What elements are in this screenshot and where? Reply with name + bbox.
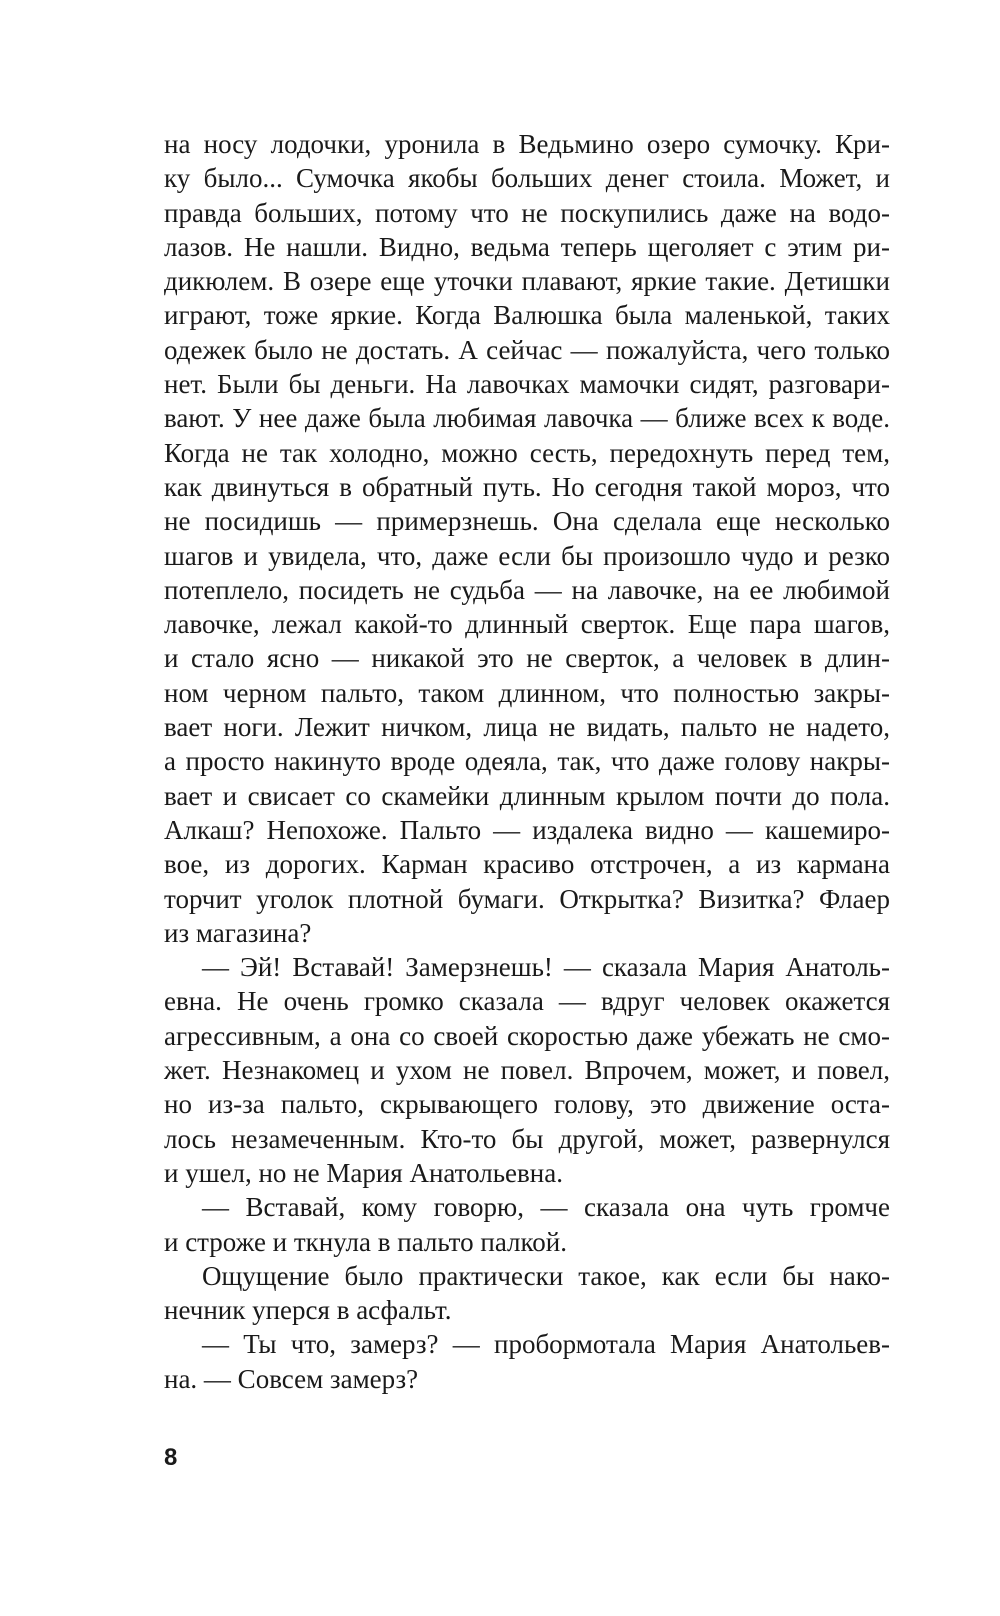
text-line: — Вставай, кому говорю, — сказала она чуть громче <box>202 1192 890 1223</box>
text-line: играют, тоже яркие. Когда Валюшка была маленькой, таких <box>164 300 890 331</box>
text-line: вает ноги. Лежит ничком, лица не видать, пальто не надето, <box>164 712 890 743</box>
text-line: нет. Были бы деньги. На лавочках мамочки сидят, разговари- <box>164 369 890 400</box>
text-line: вают. У нее даже была любимая лавочка — ближе всех к воде. <box>164 403 890 434</box>
text-line: вает и свисает со скамейки длинным крылом почти до пола. <box>164 780 890 811</box>
text-line: и стало ясно — никакой это не сверток, а человек в длин- <box>164 643 890 674</box>
text-line: как двинуться в обратный путь. Но сегодня такой мороз, что <box>164 471 890 502</box>
text-line: а просто накинуто вроде одеяла, так, что даже голову накры- <box>164 746 890 777</box>
text-line: агрессивным, а она со своей скоростью даже убежать не смо- <box>164 1020 890 1051</box>
text-line: на. — Совсем замерз? <box>164 1363 419 1394</box>
text-line: ку было... Сумочка якобы больших денег стоила. Может, и <box>164 163 890 194</box>
text-line: лазов. Не нашли. Видно, ведьма теперь щеголяет с этим ри- <box>164 231 890 262</box>
text-line: Алкаш? Непохоже. Пальто — издалека видно — кашемиро- <box>164 814 890 845</box>
text-line: на носу лодочки, уронила в Ведьмино озеро сумочку. Кри- <box>164 129 890 159</box>
text-line: жет. Незнакомец и ухом не повел. Впрочем, может, и повел, <box>164 1055 890 1086</box>
text-line: и ушел, но не Мария Анатольевна. <box>164 1157 563 1188</box>
text-line: шагов и увидела, что, даже если бы произошло чудо и резко <box>164 540 890 571</box>
page-number: 8 <box>164 1444 178 1471</box>
text-line: Когда не так холодно, можно сесть, передохнуть перед тем, <box>164 437 890 468</box>
text-line: — Эй! Вставай! Замерзнешь! — сказала Мария Анатоль- <box>202 952 890 983</box>
text-line: одежек было не достать. А сейчас — пожалуйста, чего только <box>164 334 890 365</box>
text-line: ном черном пальто, таком длинном, что полностью закры- <box>164 677 890 708</box>
text-line: вое, из дорогих. Карман красиво отстрочен, а из кармана <box>164 849 890 880</box>
text-line: дикюлем. В озере еще уточки плавают, яркие такие. Детишки <box>164 266 890 297</box>
body-text <box>164 127 890 1396</box>
text-line: но из-за пальто, скрывающего голову, это движение оста- <box>164 1089 890 1120</box>
text-line: и строже и ткнула в пальто палкой. <box>164 1226 567 1257</box>
text-line: из магазина? <box>164 917 312 948</box>
text-line: нечник уперся в асфальт. <box>164 1295 452 1326</box>
text-line: торчит уголок плотной бумаги. Открытка? Визитка? Флаер <box>164 883 890 914</box>
text-line: лавочке, лежал какой-то длинный сверток. Еще пара шагов, <box>164 609 890 640</box>
text-line: правда больших, потому что не поскупились даже на водо- <box>164 197 890 228</box>
text-line: потеплело, посидеть не судьба — на лавочке, на ее любимой <box>164 574 890 605</box>
text-line: не посидишь — примерзнешь. Она сделала еще несколько <box>164 506 890 537</box>
text-line: евна. Не очень громко сказала — вдруг человек окажется <box>164 986 890 1017</box>
text-line: Ощущение было практически такое, как если бы нако- <box>202 1260 890 1291</box>
text-line: — Ты что, замерз? — пробормотала Мария Анатольев- <box>202 1329 890 1360</box>
text-line: лось незамеченным. Кто-то бы другой, может, развернулся <box>164 1123 890 1154</box>
